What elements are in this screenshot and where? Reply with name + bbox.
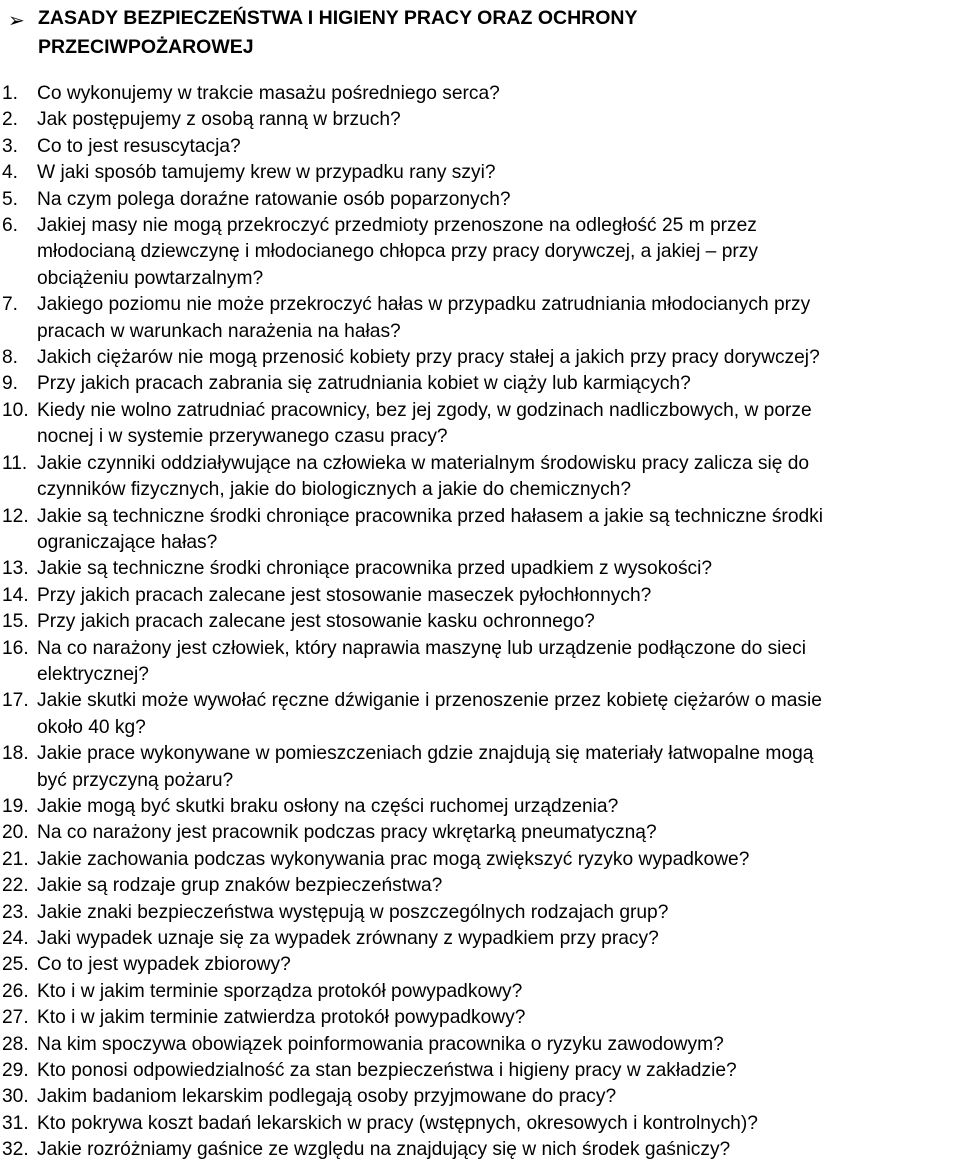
question-text: Przy jakich pracach zalecane jest stosowanie maseczek pyłochłonnych? (37, 584, 652, 606)
question-item (0, 609, 960, 635)
question-text: Kto pokrywa koszt badań lekarskich w pracy (wstępnych, okresowych i kontrolnych)? (37, 1112, 758, 1134)
question-text: Przy jakich pracach zalecane jest stosowanie kasku ochronnego? (37, 611, 595, 633)
question-text: Jakie zachowania podczas wykonywania prac mogą zwiększyć ryzyko wypadkowe? (37, 848, 750, 870)
question-number: 7. (2, 294, 19, 316)
question-number: 2. (2, 109, 19, 131)
question-item (0, 741, 960, 794)
question-number: 12. (2, 505, 29, 527)
question-text: Na kim spoczywa obowiązek poinformowania pracownika o ryzyku zawodowym? (37, 1033, 724, 1055)
question-item (0, 451, 960, 504)
question-number: 25. (2, 954, 29, 976)
question-item (0, 1005, 960, 1031)
question-list (0, 81, 960, 1164)
question-text: Na co narażony jest człowiek, który naprawia maszynę lub urządzenie podłączone do sieci elektrycznej? (37, 637, 806, 685)
question-item (0, 134, 960, 160)
question-number: 8. (2, 347, 19, 369)
question-text: Co wykonujemy w trakcie masażu pośredniego serca? (37, 83, 500, 104)
question-item (0, 292, 960, 345)
question-text: Jakiej masy nie mogą przekroczyć przedmioty przenoszone na odległość 25 m przez młodocianą dziewczynę i młodocianego chłopca przy pracy dorywczej, a jakiej – przy obciążeniu powtarzalnym? (37, 215, 758, 289)
question-item (0, 1111, 960, 1137)
question-text: Jakie prace wykonywane w pomieszczeniach gdzie znajdują się materiały łatwopalne mogą być przyczyną pożaru? (37, 743, 814, 791)
question-number: 5. (2, 188, 19, 210)
question-number: 21. (2, 848, 29, 870)
question-number: 4. (2, 162, 19, 184)
question-number: 19. (2, 795, 29, 817)
question-text: Jak postępujemy z osobą ranną w brzuch? (37, 109, 401, 131)
question-text: Jakim badaniom lekarskim podlegają osoby przyjmowane do pracy? (37, 1086, 617, 1108)
question-number: 16. (2, 637, 29, 659)
question-item (0, 213, 960, 292)
question-number: 22. (2, 875, 29, 897)
question-item (0, 900, 960, 926)
question-number: 6. (2, 215, 19, 237)
question-item (0, 847, 960, 873)
question-text: Jakich ciężarów nie mogą przenosić kobiety przy pracy stałej a jakich przy pracy dorywczej? (37, 347, 820, 369)
question-item (0, 1058, 960, 1084)
question-number: 29. (2, 1060, 29, 1082)
question-text: Przy jakich pracach zabrania się zatrudniania kobiet w ciąży lub karmiących? (37, 373, 691, 395)
question-text: Kto i w jakim terminie zatwierdza protokół powypadkowy? (37, 1007, 526, 1029)
question-number: 1. (2, 83, 19, 104)
question-item (0, 794, 960, 820)
question-text: Kto ponosi odpowiedzialność za stan bezpieczeństwa i higieny pracy w zakładzie? (37, 1060, 737, 1082)
question-number: 28. (2, 1033, 29, 1055)
question-text: Jakie są techniczne środki chroniące pracownika przed upadkiem z wysokości? (37, 558, 713, 580)
question-text: Jakie są rodzaje grup znaków bezpieczeństwa? (37, 875, 443, 897)
question-number: 23. (2, 901, 29, 923)
question-text: Jakie są techniczne środki chroniące pracownika przed hałasem a jakie są techniczne środki ograniczające hałas? (37, 505, 824, 553)
question-item (0, 636, 960, 689)
question-text: Jakie znaki bezpieczeństwa występują w poszczególnych rodzajach grup? (37, 901, 669, 923)
arrow-bullet-icon: ➢ (8, 8, 25, 32)
heading-title: ZASADY BEZPIECZEŃSTWA I HIGIENY PRACY ORAZ OCHRONY PRZECIWPOŻAROWEJ (38, 7, 638, 58)
question-item (0, 345, 960, 371)
question-text: Co to jest resuscytacja? (37, 135, 241, 157)
question-number: 3. (2, 135, 19, 157)
question-item (0, 556, 960, 582)
question-item (0, 1084, 960, 1110)
question-item (0, 926, 960, 952)
question-text: Jakie mogą być skutki braku osłony na części ruchomej urządzenia? (37, 795, 619, 817)
question-text: Na czym polega doraźne ratowanie osób poparzonych? (37, 188, 511, 210)
question-number: 26. (2, 980, 29, 1002)
question-number: 10. (2, 399, 29, 421)
question-number: 11. (2, 452, 28, 474)
question-number: 32. (2, 1139, 29, 1161)
question-item (0, 187, 960, 213)
question-item (0, 504, 960, 557)
question-number: 17. (2, 690, 29, 712)
question-number: 27. (2, 1007, 29, 1029)
question-item (0, 160, 960, 186)
question-item (0, 979, 960, 1005)
question-number: 15. (2, 611, 29, 633)
question-text: Jakie skutki może wywołać ręczne dźwiganie i przenoszenie przez kobietę ciężarów o masie około 40 kg? (37, 690, 822, 738)
question-text: Kiedy nie wolno zatrudniać pracownicy, bez jej zgody, w godzinach nadliczbowych, w porze nocnej i w systemie przerywanego czasu pracy? (37, 399, 812, 448)
document-heading (0, 2, 960, 62)
question-item (0, 398, 960, 451)
question-text: Kto i w jakim terminie sporządza protokół powypadkowy? (37, 980, 523, 1002)
question-text: Jakiego poziomu nie może przekroczyć hałas w przypadku zatrudniania młodocianych przy pracach w warunkach narażenia na hałas? (37, 294, 811, 342)
question-item (0, 1032, 960, 1058)
question-item (0, 688, 960, 741)
question-text: Jakie czynniki oddziaływujące na człowieka w materialnym środowisku pracy zalicza się do czynników fizycznych, jakie do biologicznych a jakie do chemicznych? (37, 452, 810, 501)
question-number: 30. (2, 1086, 29, 1108)
question-text: Jakie rozróżniamy gaśnice ze względu na znajdujący się w nich środek gaśniczy? (37, 1139, 731, 1161)
question-item (0, 952, 960, 978)
question-text: Na co narażony jest pracownik podczas pracy wkrętarką pneumatyczną? (37, 822, 657, 844)
question-number: 13. (2, 558, 29, 580)
question-item (0, 1137, 960, 1163)
question-item (0, 371, 960, 397)
question-text: Jaki wypadek uznaje się za wypadek zrównany z wypadkiem przy pracy? (37, 928, 659, 949)
question-number: 18. (2, 743, 29, 765)
question-text: Co to jest wypadek zbiorowy? (37, 954, 291, 976)
question-number: 9. (2, 373, 19, 395)
question-item (0, 81, 960, 107)
question-item (0, 820, 960, 846)
question-number: 20. (2, 822, 29, 844)
question-number: 14. (2, 584, 29, 606)
question-number: 24. (2, 928, 29, 949)
question-item (0, 583, 960, 609)
question-number: 31. (2, 1112, 29, 1134)
question-item (0, 107, 960, 133)
question-text: W jaki sposób tamujemy krew w przypadku rany szyi? (37, 162, 496, 184)
question-item (0, 873, 960, 899)
